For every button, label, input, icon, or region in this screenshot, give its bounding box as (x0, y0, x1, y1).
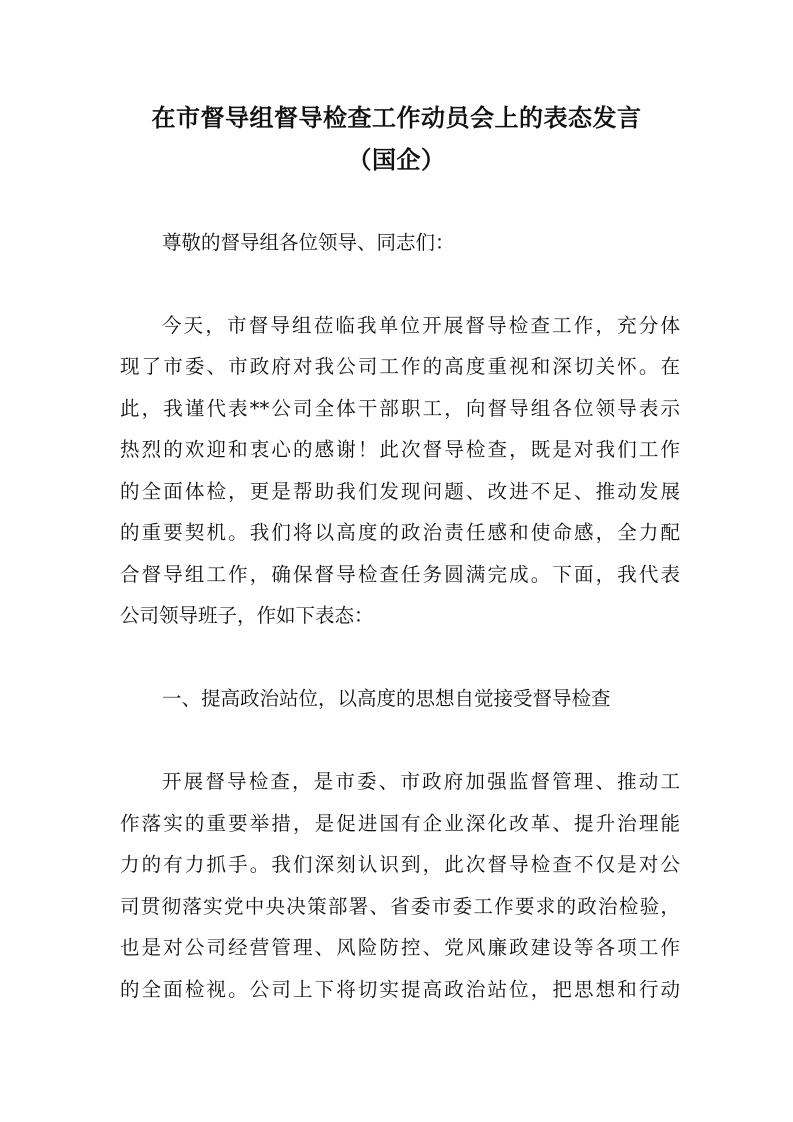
paragraph-1-line: 热烈的欢迎和衷心的感谢！此次督导检查，既是对我们工作 (120, 438, 680, 461)
salutation: 尊敬的督导组各位领导、同志们： (162, 231, 455, 254)
paragraph-2-line: 开展督导检查，是市委、市政府加强监督管理、推动工 (162, 770, 680, 793)
document-subtitle: （国企） (347, 145, 446, 174)
paragraph-1-line: 公司领导班子，作如下表态： (120, 604, 374, 627)
paragraph-1-line: 的全面体检，更是帮助我们发现问题、改进不足、推动发展 (120, 480, 680, 503)
paragraph-1-line: 的重要契机。我们将以高度的政治责任感和使命感，全力配 (120, 521, 680, 544)
paragraph-1-line: 合督导组工作，确保督导检查任务圆满完成。下面，我代表 (120, 563, 680, 586)
paragraph-2-line: 力的有力抓手。我们深刻认识到，此次督导检查不仅是对公 (120, 853, 680, 876)
document-title: 在市督导组督导检查工作动员会上的表态发言 (151, 103, 642, 132)
paragraph-2-line: 司贯彻落实党中央决策部署、省委市委工作要求的政治检验， (120, 895, 680, 918)
paragraph-2-line: 也是对公司经营管理、风险防控、党风廉政建设等各项工作 (120, 936, 680, 959)
paragraph-1-line: 今天，市督导组莅临我单位开展督导检查工作，充分体 (162, 314, 680, 337)
paragraph-2-line: 作落实的重要举措，是促进国有企业深化改革、提升治理能 (120, 812, 680, 835)
paragraph-2-line: 的全面检视。公司上下将切实提高政治站位，把思想和行动 (120, 978, 680, 1001)
section-heading-1: 一、提高政治站位，以高度的思想自觉接受督导检查 (162, 687, 611, 710)
paragraph-1-line: 此，我谨代表**公司全体干部职工，向督导组各位领导表示 (120, 397, 680, 420)
paragraph-1-line: 现了市委、市政府对我公司工作的高度重视和深切关怀。在 (120, 355, 680, 378)
